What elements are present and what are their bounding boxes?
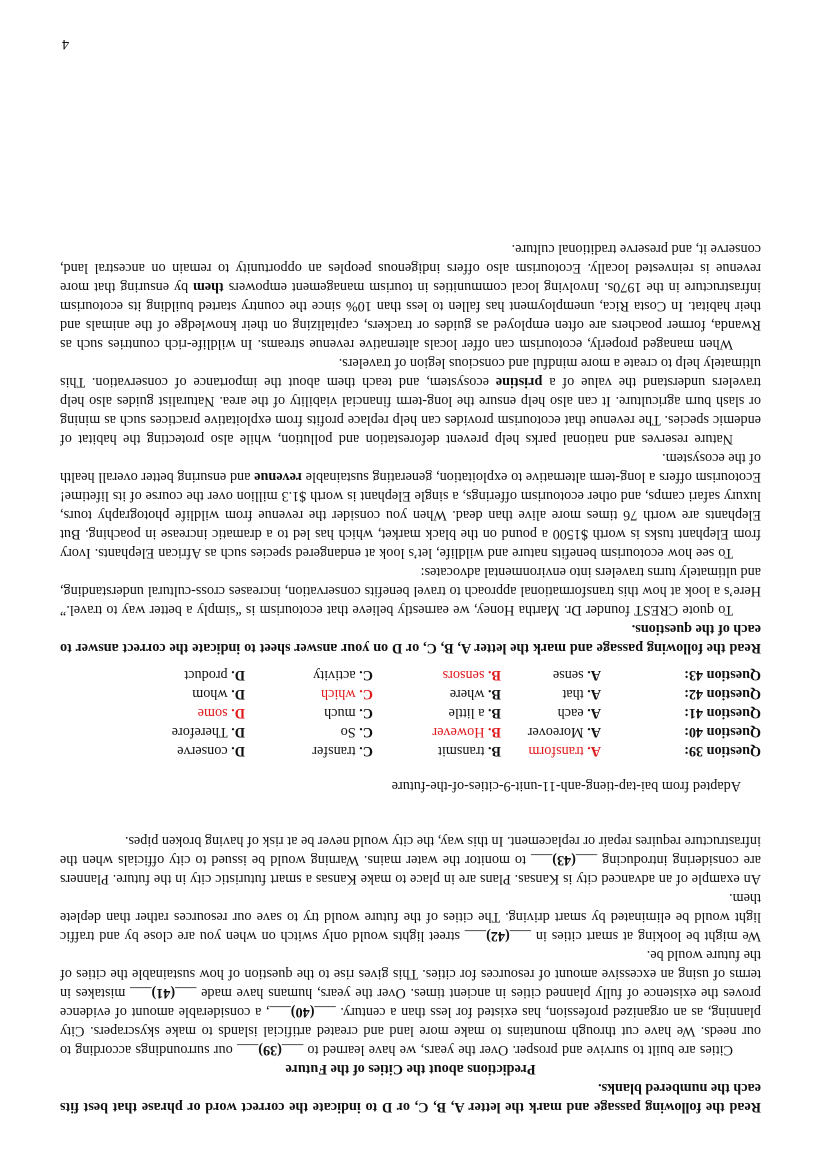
option-c[interactable]: C. So	[340, 724, 373, 740]
option-text: some	[197, 705, 228, 721]
option-text: sense	[552, 667, 584, 683]
option-text: a little	[448, 705, 485, 721]
page-number: 4	[62, 36, 70, 52]
highlight-revenue: revenue	[254, 469, 303, 485]
option-text: product	[184, 667, 228, 683]
instruction-passage-1: Read the following passage and mark the letter A, B, C, or D to indicate the correct word or phrase that best fits each the numbered blanks.	[60, 1080, 761, 1115]
question-label: Question 39:	[684, 743, 761, 759]
option-b[interactable]: B. transmit	[437, 743, 501, 759]
option-text: each	[557, 705, 584, 721]
blank-41: (41)	[151, 985, 176, 1001]
source-citation: Adapted from bai-tap-tieng-anh-11-unit-9-cities-of-the-future	[391, 778, 741, 794]
passage-title: Predictions about the Cities of the Future	[285, 1061, 536, 1077]
reading-paragraph-1: To quote CREST founder Dr. Martha Honey, we earnestly believe that ecotourism is “simply a better way to travel.” Here’s a look at how this transformational approach to travel benefits conservation, increases cross-cultural understanding, and ultimately turns travelers into environmental advocates:	[60, 564, 761, 618]
passage-paragraph-2: We might be looking at smart cities in ___(42)___ street lights would only switch on when you are close by and traffic light would be eliminated by smart driving. The cities of the future would try to save our resources rather than deplete them.	[60, 890, 761, 944]
option-text: much	[324, 705, 356, 721]
instruction-passage-2: Read the following passage and mark the letter A, B, C, or D on your answer sheet to indicate the correct answer to each of the questions.	[60, 621, 761, 656]
option-text: which	[320, 686, 356, 702]
option-text: sensors	[442, 667, 485, 683]
option-text: activity	[313, 667, 356, 683]
option-d[interactable]: D. whom	[192, 686, 245, 702]
option-text: transfer	[312, 743, 356, 759]
option-c[interactable]: C. transfer	[312, 743, 373, 759]
option-d[interactable]: D. Therefore	[171, 724, 245, 740]
question-table	[125, 665, 761, 760]
option-d[interactable]: D. conserve	[177, 743, 245, 759]
question-row	[125, 741, 761, 760]
reading-paragraph-3: Nature reserves and national parks help prevent deforestation and pollution, while also protecting the habitat of endemic species. The revenue that ecotourism provides can help replace profits from exploitative practices such as mining or slash burn agriculture. It can also help ensure the long-term financial viability of the area. Naturalist guides also help travelers understand the value of a pristine ecosystem, and teach them about the importance of conservation. This ultimately help to create a more mindful and conscious legion of travelers.	[59, 355, 761, 447]
question-label: Question 41:	[684, 705, 761, 721]
reading-paragraph-2: To see how ecotourism benefits nature and wildlife, let’s look at endangered species such as African Elephants. Ivory from Elephant tusks is worth $1500 a pound on the black market, which has led to a dramatic increase in poaching. But Elephants are worth 76 times more alive than dead. When you consider the revenue from wildlife photography tours, luxury safari camps, and other ecotourism offerings, a single Elephant is worth $1.3 million over the course of its lifetime! Ecotourism offers a long-term alternative to exploitation, generating sustainable revenue and ensuring better overall health of the ecosystem.	[59, 450, 761, 561]
option-a[interactable]: A. sense	[552, 667, 601, 683]
question-row	[125, 684, 761, 703]
option-c[interactable]: C. activity	[313, 667, 373, 683]
highlight-them: them	[193, 279, 224, 295]
passage-paragraph-1: Cities are built to survive and prosper. Over the years, we have learned to ___(39)___ our surroundings according to our needs. We have cut through mountains to make more land and created artificial islands to make skyscrapers. City planning, as an organized profession, has existed for less than a century. ___(40)___, a considerable amount of evidence proves the existence of fully planned cities in ancient times. Over the years, humans have made ___(41)___ mistakes in terms of using an excessive amount of resources for cities. This gives rise to the question of how sustainable the cities of the future would be.	[59, 947, 761, 1058]
option-b[interactable]: B. sensors	[442, 667, 501, 683]
option-a[interactable]: A. Moreover	[527, 724, 601, 740]
option-b[interactable]: B. a little	[448, 705, 501, 721]
passage-paragraph-3: An example of an advanced city is Kansas. Plans are in place to make Kansas a smart futuristic city in the future. Planners are considering introducing ___(43)___ to monitor the water mains. Warning would be issued to city officials when the infrastructure requires repair or replacement. In this way, the city would never be at risk of having broken pipes.	[60, 833, 761, 887]
question-row	[125, 703, 761, 722]
option-text: So	[340, 724, 356, 740]
option-c[interactable]: C. which	[320, 686, 373, 702]
question-label: Question 40:	[684, 724, 761, 740]
option-text: where	[449, 686, 485, 702]
option-a[interactable]: A. transform	[528, 743, 601, 759]
option-c[interactable]: C. much	[324, 705, 373, 721]
question-label: Question 43:	[684, 667, 761, 683]
option-text: Therefore	[171, 724, 228, 740]
option-text: that	[562, 686, 584, 702]
option-text: Moreover	[527, 724, 584, 740]
option-text: whom	[192, 686, 228, 702]
blank-39: (39)	[258, 1042, 282, 1058]
option-text: However	[432, 724, 485, 740]
option-a[interactable]: A. each	[557, 705, 601, 721]
option-b[interactable]: B. However	[432, 724, 501, 740]
highlight-pristine: pristine	[495, 374, 543, 390]
reading-paragraph-4: When managed properly, ecotourism can offer locals alternative revenue streams. In wildlife-rich countries such as Rwanda, former poachers are often employed as guides or trackers, capitalizing on their knowledge of the animals and their habitat. In Costa Rica, unemployment has fallen to less than 10% since the country started building its ecotourism infrastructure in the 1970s. Involving local communities in tourism management empowers them by ensuring that more revenue is reinvested locally. Ecotourism also offers indigenous peoples an opportunity to remain on ancestral land, conserve it, and preserve traditional culture.	[60, 241, 761, 352]
option-text: conserve	[177, 743, 228, 759]
option-d[interactable]: D. some	[197, 705, 245, 721]
option-text: transmit	[437, 743, 485, 759]
option-d[interactable]: D. product	[184, 667, 245, 683]
question-row	[125, 665, 761, 684]
option-text: transform	[528, 743, 584, 759]
blank-42: (42)	[486, 928, 510, 944]
option-b[interactable]: B. where	[449, 686, 501, 702]
blank-43: (43)	[552, 852, 576, 868]
question-label: Question 42:	[684, 686, 761, 702]
question-row	[125, 722, 761, 741]
blank-40: (40)	[290, 1004, 315, 1020]
option-a[interactable]: A. that	[562, 686, 601, 702]
